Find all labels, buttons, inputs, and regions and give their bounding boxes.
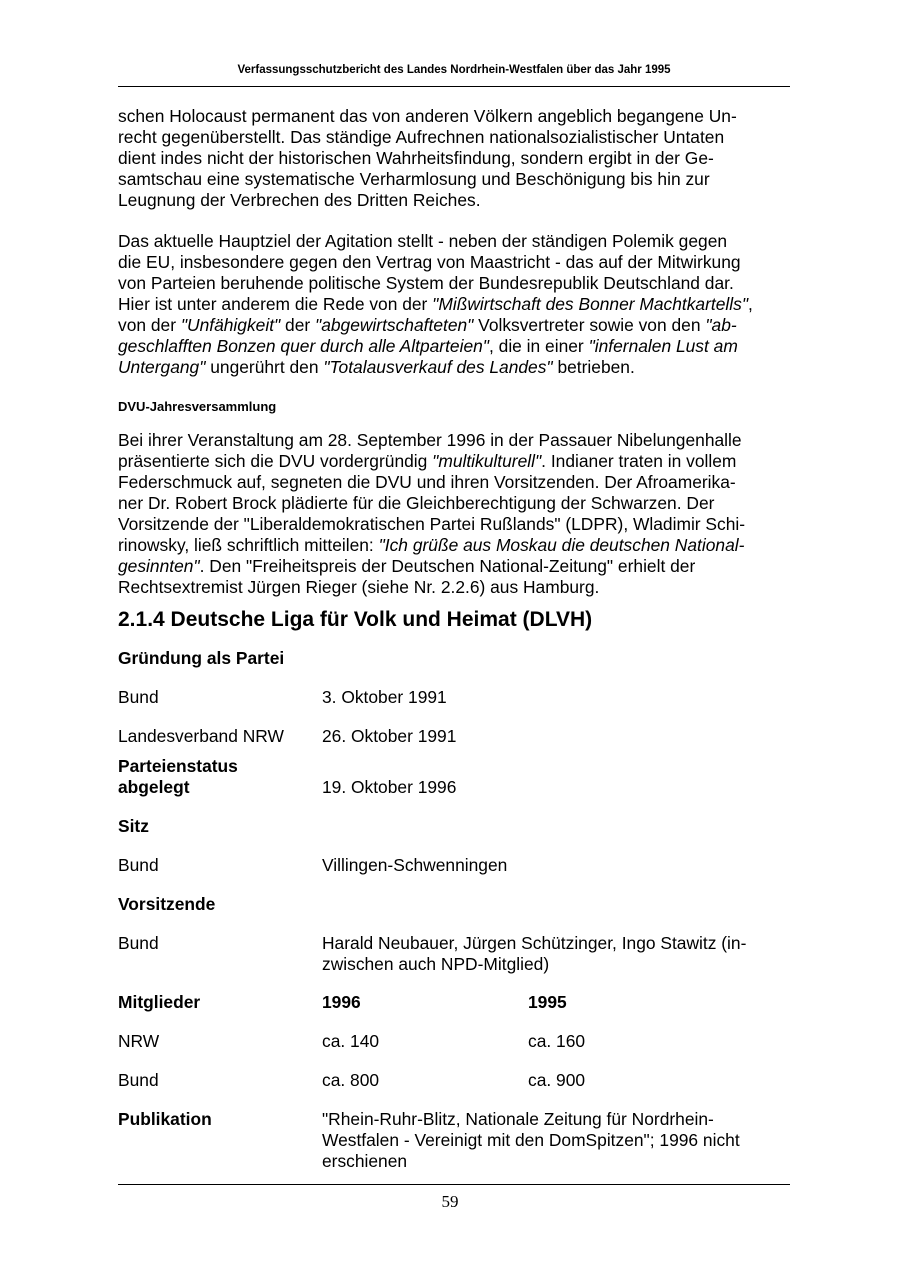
members-bund-label: Bund [118,1070,159,1090]
members-label: Mitglieder [118,992,201,1012]
members-bund-1996: ca. 800 [322,1070,380,1090]
quote-run: "multikulturell" [432,451,542,471]
quote-run: "infernalen Lust am [588,336,738,356]
quote-run: "Ich grüße aus Moskau die deutschen National- [378,535,745,555]
text-run: betrieben. [552,357,635,377]
text-run: präsentierte sich die DVU vordergründig [118,451,433,471]
chair-names [322,933,782,975]
text-line [118,336,790,357]
text-run: ungerührt den [205,357,324,377]
quote-run: "abgewirtschafteten" [315,315,474,335]
seat-label: Sitz [118,816,149,836]
text-line: dient indes nicht der historischen Wahrheitsfindung, sondern ergibt in der Ge- [118,148,714,168]
running-header: Verfassungsschutzbericht des Landes Nordrhein-Westfalen über das Jahr 1995 [237,64,671,76]
seat-bund-value: Villingen-Schwenningen [322,855,508,875]
text-run: Volksvertreter sowie von den [473,315,706,335]
text-run: . Indianer traten in vollem [541,451,737,471]
footer-rule [118,1184,790,1185]
chair-names-line: Harald Neubauer, Jürgen Schützinger, Ingo Stawitz (in- [322,933,747,953]
publication-line: Westfalen - Vereinigt mit den DomSpitzen"; 1996 nicht [322,1130,740,1150]
text-line: Rechtsextremist Jürgen Rieger (siehe Nr. 2.2.6) aus Hamburg. [118,577,600,597]
status-date: 19. Oktober 1996 [322,777,457,797]
text-run: Hier ist unter anderem die Rede von der [118,294,433,314]
text-line: schen Holocaust permanent das von anderen Völkern angeblich begangene Un- [118,106,737,126]
text-run: , die in einer [488,336,589,356]
text-line [118,556,790,577]
paragraph-holocaust [118,106,790,211]
text-run: der [280,315,316,335]
publication-line: erschienen [322,1151,408,1171]
text-run: rinowsky, ließ schriftlich mitteilen: [118,535,379,555]
members-nrw-label: NRW [118,1031,160,1051]
quote-run: "Unfähigkeit" [180,315,281,335]
text-line [118,294,790,315]
page-number: 59 [441,1192,459,1211]
text-line: Leugnung der Verbrechen des Dritten Reiches. [118,190,481,210]
text-line: samtschau eine systematische Verharmlosung und Beschönigung bis hin zur [118,169,710,189]
text-run: von der [118,315,181,335]
founding-nrw-date: 26. Oktober 1991 [322,726,457,746]
seat-bund-label: Bund [118,855,159,875]
text-line: Vorsitzende der "Liberaldemokratischen Partei Rußlands" (LDPR), Wladimir Schi- [118,514,746,534]
founding-label: Gründung als Partei [118,648,285,668]
section-heading: 2.1.4 Deutsche Liga für Volk und Heimat (DLVH) [118,608,593,631]
text-line: recht gegenüberstellt. Das ständige Aufrechnen nationalsozialistischer Untaten [118,127,725,147]
members-year-1996: 1996 [322,992,361,1012]
members-year-1995: 1995 [528,992,567,1012]
paragraph-agitation [118,231,790,378]
paragraph-dvu-meeting [118,430,790,598]
quote-run: "ab- [705,315,737,335]
text-line [118,357,790,378]
text-line [118,535,790,556]
quote-run: gesinnten" [118,556,200,576]
text-line: die EU, insbesondere gegen den Vertrag von Maastricht - das auf der Mitwirkung [118,252,741,272]
quote-run: "Totalausverkauf des Landes" [323,357,553,377]
quote-run: geschlafften Bonzen quer durch alle Altparteien" [118,336,489,356]
publication-label: Publikation [118,1109,212,1129]
founding-bund-date: 3. Oktober 1991 [322,687,447,707]
status-label-line: abgelegt [118,777,190,797]
text-line: ner Dr. Robert Brock plädierte für die Gleichberechtigung der Schwarzen. Der [118,493,715,513]
chair-label: Vorsitzende [118,894,216,914]
chair-bund-label: Bund [118,933,159,953]
quote-run: "Mißwirtschaft des Bonner Machtkartells" [432,294,748,314]
publication-line: "Rhein-Ruhr-Blitz, Nationale Zeitung für Nordrhein- [322,1109,714,1129]
text-run: . Den "Freiheitspreis der Deutschen National-Zeitung" erhielt der [199,556,696,576]
text-line [118,315,790,336]
text-run: , [748,294,753,314]
text-line: Bei ihrer Veranstaltung am 28. September 1996 in der Passauer Nibelungenhalle [118,430,742,450]
status-label [118,756,238,798]
header-rule [118,86,790,87]
members-nrw-1995: ca. 160 [528,1031,586,1051]
text-line: von Parteien beruhende politische System der Bundesrepublik Deutschland dar. [118,273,734,293]
subheading-dvu: DVU-Jahresversammlung [118,399,277,414]
quote-run: Untergang" [118,357,206,377]
publication-value [322,1109,782,1172]
members-bund-1995: ca. 900 [528,1070,586,1090]
status-label-line: Parteienstatus [118,756,238,776]
members-nrw-1996: ca. 140 [322,1031,380,1051]
text-line: Federschmuck auf, segneten die DVU und ihren Vorsitzenden. Der Afroamerika- [118,472,736,492]
text-line [118,451,790,472]
chair-names-line: zwischen auch NPD-Mitglied) [322,954,550,974]
founding-bund-label: Bund [118,687,159,707]
text-line: Das aktuelle Hauptziel der Agitation stellt - neben der ständigen Polemik gegen [118,231,728,251]
founding-nrw-label: Landesverband NRW [118,726,284,746]
